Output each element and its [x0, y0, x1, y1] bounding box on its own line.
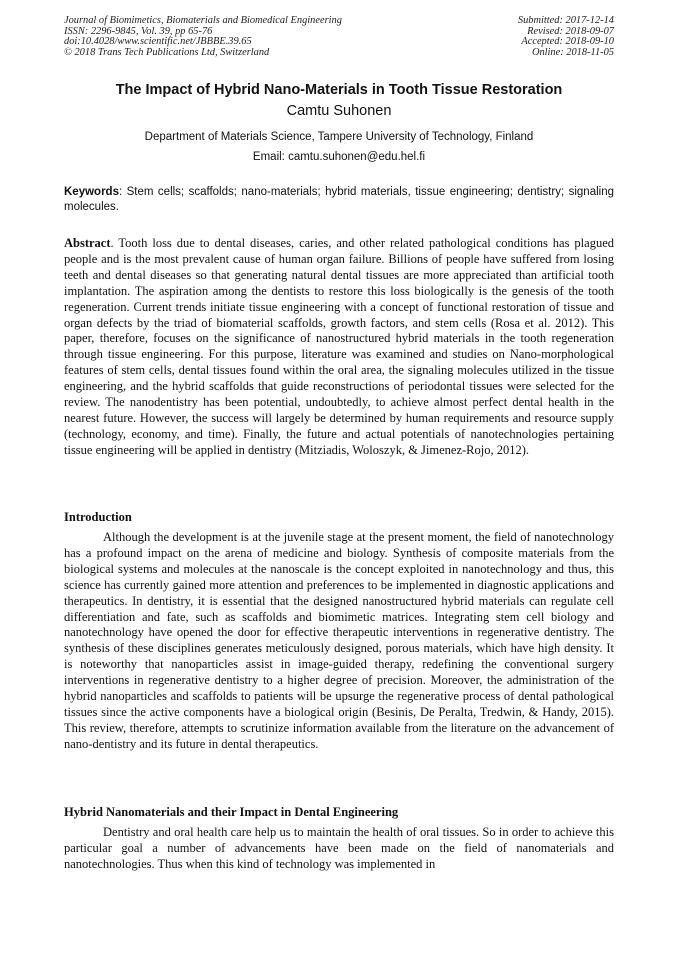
abstract: [64, 236, 614, 459]
keywords-label: Keywords: [64, 186, 119, 198]
abstract-text: . Tooth loss due to dental diseases, caries, and other related pathological conditions has plagued people and is the most prevalent cause of human organ failure. Billions of people have suffered from losing teeth and dental diseases so that generating natural dental tissues are more appreciated than artificial tooth implantation. The aspiration among the dentists to restore this loss biologically is the genesis of the tooth regeneration. Current trends initiate tissue engineering with a concept of functional restoration of tissue and organ defects by the triad of biomaterial scaffolds, growth factors, and stem cells (Rosa et al. 2012). This paper, therefore, focuses on the significance of nanostructured hybrid materials in the tooth regeneration through tissue engineering. For this purpose, literature was examined and studies on Nano-morphological features of stem cells, dental tissues found within the oral area, the signaling molecules utilized in the tissue engineering, and the hybrid scaffolds that guide reconstructions of periodontal tissues were selected for the review. The nanodentistry has been potential, undoubtedly, to achieve almost perfect dental health in the nearest future. However, the success will largely be determined by human requirements and resource supply (technology, economy, and time). Finally, the future and actual potentials of nanotechnologies pertaining tissue engineering will be applied in dentistry (Mitziadis, Woloszyk, & Jimenez-Rojo, 2012).: [64, 236, 614, 457]
doi-line: doi:10.4028/www.scientific.net/JBBBE.39.65: [64, 36, 252, 47]
dates-info: [518, 16, 614, 58]
issn-line: ISSN: 2296-9845, Vol. 39, pp 65-76: [64, 25, 213, 37]
accepted-date: Accepted: 2018-09-10: [521, 36, 614, 47]
affiliation: Department of Materials Science, Tampere University of Technology, Finland: [144, 131, 534, 143]
paper-title: The Impact of Hybrid Nano-Materials in Tooth Tissue Restoration: [115, 82, 563, 98]
introduction-paragraph: Although the development is at the juvenile stage at the present moment, the field of nanotechnology has a profound impact on the arena of medicine and biology. Synthesis of composite materials from the biological systems and molecules at the nanoscale is the concept exploited in nanotechnology and thus, this science has currently gained more attention and preferences to be implemented in diagnostic applications and therapeutics. In dentistry, it is essential that the designed nanostructured hybrid materials can regulate cell differentiation and fate, such as scaffolds and biomimetic matrices. Integrating stem cell biology and nanotechnology have opened the door for effective therapeutic interventions in regenerative dentistry. The synthesis of these disciplines generates meticulously designed, porous materials, which have high density. It is noteworthy that nanoparticles assist in image-guided therapy, redefining the conventional surgery interventions in regenerative dentistry to a higher degree of precision. Moreover, the administration of the hybrid nanoparticles and scaffolds to patients will be upsurge the regenerative process of dental pathological tissues since the active components have a biological origin (Besinis, De Peralta, Tredwin, & Handy, 2015). This review, therefore, attempts to scrutinize information available from the literature on the advancement of nano-dentistry and its future in dental therapeutics.: [64, 530, 614, 751]
hybrid-section-paragraph: Dentistry and oral health care help us to maintain the health of oral tissues. So in order to achieve this particular goal a number of advancements have been made on the field of nanomaterials and nanotechnologies. Thus when this kind of technology was implemented in: [64, 825, 614, 871]
journal-info: [64, 16, 342, 58]
author-name: Camtu Suhonen: [286, 103, 392, 119]
online-date: Online: 2018-11-05: [531, 46, 614, 58]
journal-name: Journal of Biomimetics, Biomaterials and Biomedical Engineering: [64, 15, 342, 26]
abstract-label: Abstract: [64, 236, 111, 250]
keywords: [64, 185, 614, 215]
introduction-heading: Introduction: [64, 510, 132, 524]
hybrid-section-heading: Hybrid Nanomaterials and their Impact in Dental Engineering: [64, 805, 399, 819]
revised-date: Revised: 2018-09-07: [527, 25, 614, 37]
copyright-line: © 2018 Trans Tech Publications Ltd, Switzerland: [64, 46, 270, 58]
keywords-text: : Stem cells; scaffolds; nano-materials; hybrid materials, tissue engineering; dentistry; signaling molecules.: [64, 186, 614, 213]
submitted-date: Submitted: 2017-12-14: [517, 15, 614, 26]
author-email: Email: camtu.suhonen@edu.hel.fi: [252, 151, 426, 163]
